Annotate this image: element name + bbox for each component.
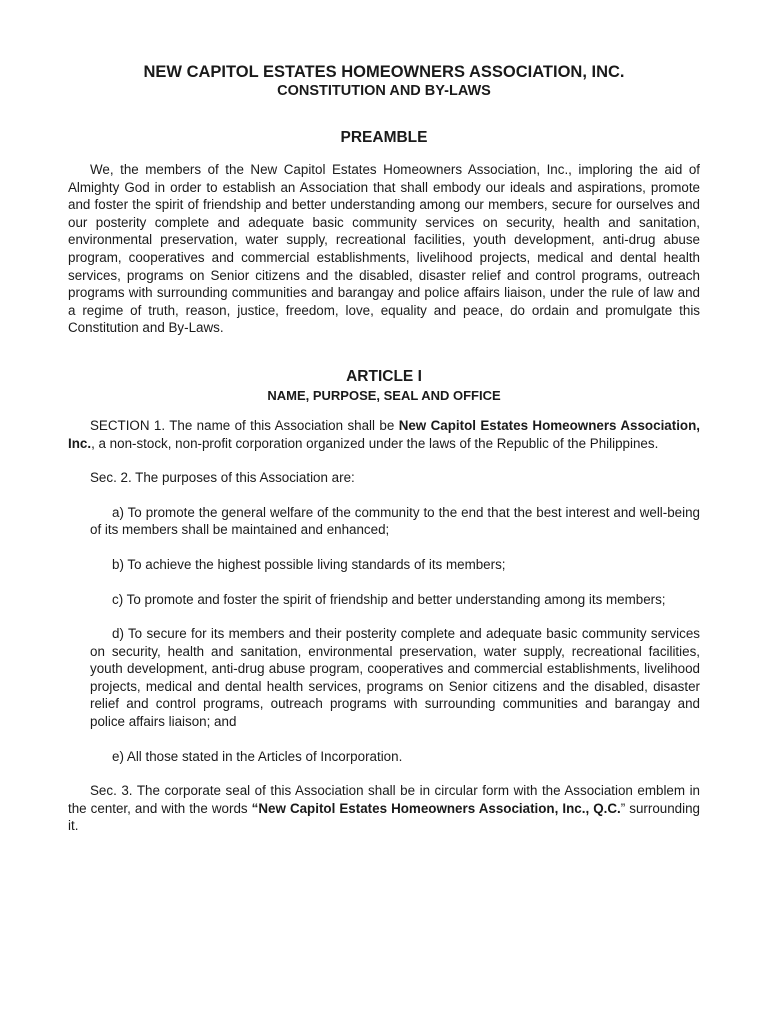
purpose-item-e: e) All those stated in the Articles of Incorporation. [112, 748, 403, 764]
article-subheading: NAME, PURPOSE, SEAL AND OFFICE [267, 387, 501, 403]
association-name: New Capitol Estates Homeowners Association, Inc. [68, 417, 700, 451]
section-3 [68, 782, 700, 835]
preamble-text: We, the members of the New Capitol Estates Homeowners Association, Inc., imploring the aid of Almighty God in order to establish an Association that shall embody our ideals and aspirations, promote and foster the spirit of friendship and better understanding among our members, secure for ourselves and our posterity complete and adequate basic community services on security, health and sanitation, environmental preservation, water supply, recreational facilities, youth development, anti-drug abuse program, cooperatives and commercial establishments, livelihood projects, medical and dental health services, programs on Senior citizens and the disabled, disaster relief and control programs, outreach programs with surrounding communities and barangay and police affairs liaison, under the rule of law and a regime of truth, reason, justice, freedom, love, equality and peace, do ordain and promulgate this Constitution and By-Laws. [68, 162, 700, 336]
purpose-item-a: a) To promote the general welfare of the community to the end that the best interest and well-being of its members shall be maintained and enhanced; [90, 504, 700, 538]
section-1-text: SECTION 1. The name of this Association shall be [90, 417, 399, 433]
purpose-item-c: c) To promote and foster the spirit of friendship and better understanding among its members; [112, 591, 666, 607]
article-heading: ARTICLE I [346, 367, 422, 385]
preamble-heading: PREAMBLE [340, 129, 428, 146]
document-title: NEW CAPITOL ESTATES HOMEOWNERS ASSOCIATION, INC. [143, 63, 625, 81]
section-3-text: Sec. 3. The corporate seal of this Association shall be in circular form with the Association emblem in the center, and with the words [68, 783, 700, 816]
purpose-item-d: d) To secure for its members and their posterity complete and adequate basic community services on security, health and sanitation, environmental preservation, water supply, recreational facilities, youth development, anti-drug abuse program, cooperatives and commercial establishments, livelihood projects, medical and dental health services, programs on Senior citizens and the disabled, disaster relief and control programs, outreach programs with surrounding communities and barangay and police affairs liaison; and [90, 626, 700, 730]
section-1 [68, 417, 700, 452]
section-2-intro: Sec. 2. The purposes of this Association are: [90, 470, 355, 486]
section-1-text-end: , a non-stock, non-profit corporation organized under the laws of the Republic of the Philippines. [91, 435, 659, 451]
purpose-item-b: b) To achieve the highest possible living standards of its members; [112, 556, 506, 572]
seal-words: “New Capitol Estates Homeowners Association, Inc., Q.C. [251, 800, 621, 816]
document-subtitle: CONSTITUTION AND BY-LAWS [277, 83, 491, 99]
section-3-text-end: ” surrounding it. [68, 800, 701, 834]
